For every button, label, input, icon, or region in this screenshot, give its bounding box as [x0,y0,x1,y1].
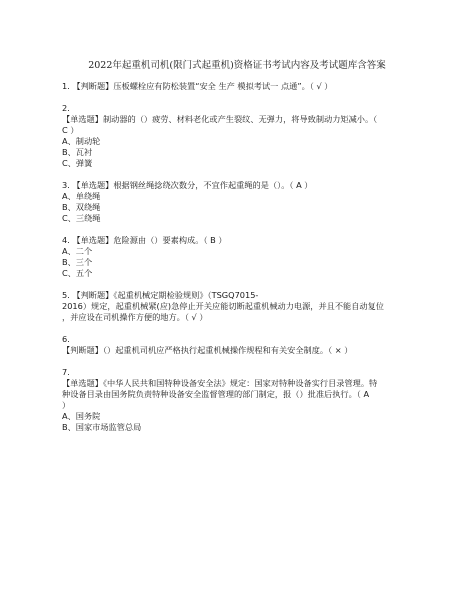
q3-option-b: B、双绕绳 [62,202,101,212]
q6-line-2: 【判断题】（）起重机司机应严格执行起重机械操作规程和有关安全制度。（ × ） [62,345,353,355]
q5-line-1: 5. 【判断题】《起重机械定期检验规则》（TSGQ7015- [62,290,259,300]
q7-number: 7. [62,367,70,377]
q2-option-b: B、瓦衬 [62,147,93,157]
q3-option-c: C、三绕绳 [62,213,101,223]
q2-option-a: A、制动轮 [62,136,101,146]
q2-option-c: C、弹簧 [62,158,93,168]
q5-line-2: 2016）规定，起重机械紧(应)急停止开关应能切断起重机械动力电源，并且不能自动复位 [62,301,384,311]
q2-line-3: C ） [62,125,79,135]
q6-number: 6. [62,334,70,344]
q4-line-1: 4. 【单选题】危险源由（）要素构成。（ B ） [62,235,227,245]
q1-line-1: 1. 【判断题】压板螺栓应有防松装置“安全 生产 模拟考试一 点通”。（ √ ） [62,81,333,91]
q3-option-a: A、单绕绳 [62,191,101,201]
q7-option-b: B、国家市场监管总局 [62,422,142,432]
q2-number: 2. [62,103,70,113]
q2-line-2: 【单选题】制动器的（）疲劳、材料老化或产生裂纹、无弹力，将导致制动力矩减小。（ [62,114,378,124]
q4-option-c: C、五个 [62,268,93,278]
q5-line-3: ，并应设在司机操作方便的地方。（ √ ） [62,312,208,322]
document-title: 2022年起重机司机(限门式起重机)资格证书考试内容及考试题库含答案 [88,60,386,71]
q4-option-a: A、二个 [62,246,93,256]
q4-option-b: B、三个 [62,257,93,267]
q7-line-4: ） [62,400,71,410]
q7-option-a: A、国务院 [62,411,101,421]
q7-line-3: 种设备目录由国务院负责特种设备安全监督管理的部门制定，报（）批准后执行。（ A [62,389,370,399]
q3-line-1: 3. 【单选题】根据钢丝绳捻绕次数分，不宜作起重绳的是（）。（ A ） [62,180,313,190]
q7-line-2: 【单选题】《中华人民共和国特种设备安全法》规定：国家对特种设备实行目录管理。特 [62,378,378,388]
